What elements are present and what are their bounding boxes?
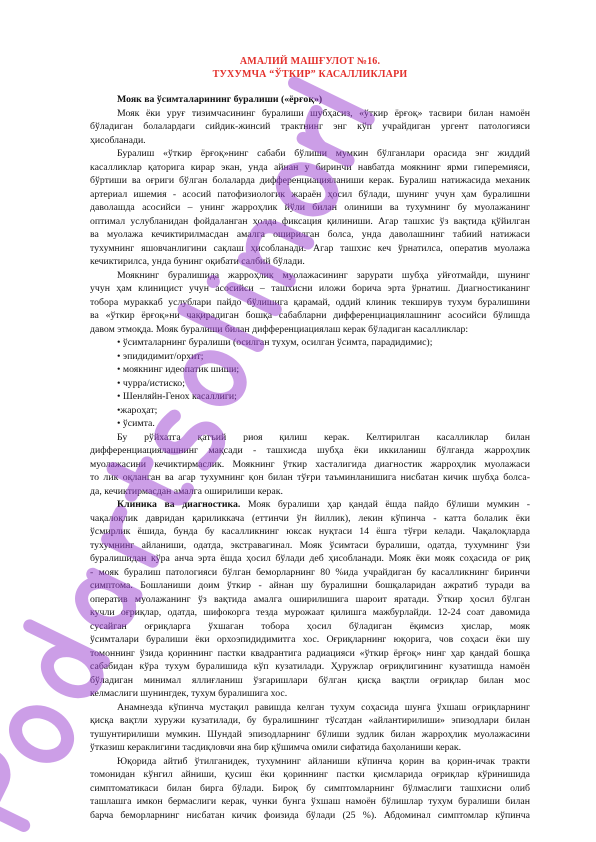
paragraph: [90, 498, 530, 701]
list-item: • Шенляйн-Генох касаллиги;: [117, 391, 237, 402]
paragraph-line: барча беморларнинг нисбатан кичик фоизида бўлади (25 %). Абдоминал симптомлар кўпинча: [90, 809, 530, 821]
paragraph-line: тухумнинг айланиши, одатда, экстравагинал. Мояк ўсимтаси буралиши, одатда, тухумнинг ўзи: [90, 539, 530, 551]
list-item: • эпидидимит/орхит;: [117, 350, 204, 362]
paragraph-line: бўртиши ва оғриги бўлган болаларда дифференциацияланиши керак. Буралиш натижасида механик: [90, 175, 530, 186]
paragraph-line: тухумнинг яшовчанлигини сақлаш ҳисобланади. Агар ташхис кеч ўрнатилса, оператив муолажа: [90, 242, 530, 254]
paragraph-line: учун ҳам клиницист учун асосийси – ташхисни иложи борича эрта ўрнатиш. Диагностиканинг: [90, 283, 530, 294]
page-title: [90, 55, 530, 81]
section-heading: Мояк ва ўсимталарининг буралиши («ёрғоқ»): [117, 94, 323, 105]
list-item: • чурра/истиско;: [117, 377, 185, 389]
paragraph-line: буралишидан кўра анча эрта ёшда ҳосил бўлади деб ҳисобланади. Мояк ёки мояк соҳасида оғ риқ: [90, 553, 530, 564]
paragraph-line: қисқа вақтли хуружи кузатилади, бу буралишнинг тўсатдан «айлантирилиши» эпизодлари билан: [90, 715, 530, 726]
paragraph: [90, 701, 530, 755]
paragraph-lead: Клиника ва диагностика.: [117, 499, 241, 510]
paragraph-line: касалликлар қаторига кирар экан, унда айнан у биринчи навбатда моякнинг ярми гиперемияси,: [90, 161, 530, 173]
paragraph-line: симптоматикаси билан бирга бўлади. Бироқ бу симптомларнинг бўлмаслиги ташхисни олиб: [90, 782, 530, 794]
paragraph-line: Бу рўйхатга қатъий риоя қилиш керак. Келтирилган касалликлар билан: [117, 431, 530, 443]
paragraph-line: симптома. Бошланиши доим ўткир - айнан шу буралишни бошқаларидан ажратиб туради ва: [90, 580, 530, 591]
paragraph-line: томонидан кўнгил айниши, қусиш ёки қориннинг пастки қисмларида оғриқлар кўринишида: [90, 769, 530, 780]
paragraph-line: Мояк ёки уруғ тизимчасининг буралиши шубҳасиз, «ўткир ёрғоқ» тасвири билан намоён: [117, 107, 530, 119]
paragraph-line: Моякнинг буралишида жарроҳлик муолажасининг зарурати шубҳа уйғотмайди, шунинг: [117, 269, 530, 281]
paragraph: [90, 269, 530, 337]
bullet-list: [90, 336, 530, 431]
title-line-2: ТУХУМЧА “ЎТКИР” КАСАЛЛИКЛАРИ: [212, 69, 408, 80]
paragraph: [90, 107, 530, 148]
paragraph-line: сабабидан кўра тухум буралишида кўп кузатилади. Ҳуружлар оғриқлигининг кузатишда намоён: [90, 661, 530, 672]
paragraph-line: томоннинг ўзида қориннинг пастки квадрантига радиацияси «ўткир ёрғоқ» нинг ҳар қандай бошқа: [90, 647, 530, 659]
paragraph-line: кечиктирилса, унда бунинг оқибати салбий бўлади.: [90, 256, 305, 267]
paragraph-line: дифференциациялашнинг мақсади - ташхисда шубҳа ёки иккиланиш бўлганда жарроҳлик: [90, 445, 530, 456]
paragraph-line: ташлашга имкон бермаслиги керак, чунки бунга ўхшаш намоён бўлишлар тухум буралиши билан: [90, 796, 530, 807]
paragraph-line: Буралиш «ўткир ёрғоқ»нинг сабаби бўлиши мумкин бўлганлари орасида энг жиддий: [117, 148, 530, 159]
paragraph: [90, 431, 530, 499]
paragraph-line: бўладиган болалардаги сийдик-жинсий трактнинг энг кўп учрайдиган ургент патологияси: [90, 121, 530, 132]
paragraph-line: оператив муолажанинг ўз вақтида амалга оширилишига шароит яратади. Ўткир ҳосил бўлган: [90, 593, 530, 605]
paragraph-line: то лик оқланган ва агар тухумнинг қон билан тўғри таъминланишига нисбатан кичик шубҳа болса-: [90, 472, 530, 483]
paragraph-line: даволашда асосийси – унинг жарроҳлик йўли билан олиниши ва тухумнинг бу муолажанинг: [90, 202, 530, 213]
paragraph-line-text: Мояк буралиши ҳар қандай ёшда пайдо бўлиши мумкин -: [247, 499, 530, 510]
paragraph-line: артериал ишемия - асосий патофизиологик жараён ҳосил бўлади, шунинг учун ҳам буралишни: [90, 188, 530, 200]
paragraph-line: ва муолажа кечиктирилмасдан амалга оширилган болса, унда даволашнинг табиий натижаси: [90, 229, 530, 240]
paragraph: [90, 147, 530, 269]
paragraph-line: да, кечиктирмасдан амалга оширилиши керак.: [90, 485, 283, 497]
paragraph-line: сусайган оғриқларга ўхшаган тобора ҳосил бўладиган ёқимсиз ҳислар, мояк: [90, 620, 530, 632]
paragraph-line: Юқорида айтиб ўтилганидек, тухумнинг айланиши кўпинча қорин ва қорин-ичак тракти: [117, 755, 530, 767]
paragraph-line: ҳисобланади.: [90, 134, 146, 146]
paragraph-line: ўтказиш кераклигини тасдиқловчи яна бир қўшимча омили сифатида баҳоланиши керак.: [90, 742, 462, 753]
paragraph-line: муолажасини кечиктирмаслик. Моякнинг ўткир хасталигида диагностик жарроҳлик муолажаси: [90, 458, 530, 470]
list-item: • ўсимта.: [117, 418, 155, 429]
list-item: •жароҳат;: [117, 404, 158, 416]
paragraph-line: тушунтирилиши мумкин. Шундай эпизодларнинг бўлиши зудлик билан жарроҳлик муолажасини: [90, 728, 530, 740]
paragraph-line: тобора мураккаб услублари пайдо бўлишига қарамай, оддий клиник текширув тухум буралишини: [90, 296, 530, 308]
paragraph-line: ўсмирлик ёшида, бунда бу касалликнинг юксак нуқтаси 14 ёшга тўғри келади. Чақалоқларда: [90, 526, 530, 537]
paragraph-line: оптимал услубланидан фойдаланган ҳолда фиксация қилиниши. Агар ташхис ўз вақтида қўйилган: [90, 215, 530, 227]
paragraph-line: чақалоқлик давридан қариликкача (еттинчи ўн йиллик), лекин кўпинча - катта болалик ёки: [90, 512, 530, 524]
paragraph-line: бўладиган минимал яллиғланиш ўзгаришлари бўлган қисқа вақтли оғриқлар билан мос: [90, 674, 530, 686]
paragraph-line: - мояк буралиш патологияси бўлган беморларнинг 80 %ида учрайдиган бу касалликнинг биринчи: [90, 566, 530, 578]
paragraph-line: ва «ўткир ёрғоқ»ни чақирадиган бошқа сабабларни дифференциациялашнинг асосийси бўлишда: [90, 310, 530, 321]
paragraph-line: Анамнезда кўпинча мустақил равишда келган тухум соҳасида шунга ўхшаш оғриқларнинг: [117, 701, 530, 713]
paragraph-line: [90, 498, 530, 512]
paragraph-line: келмаслиги шунингдек, тухум буралишига хос.: [90, 688, 288, 699]
list-item: • ўсимталарнинг буралиши (осилган тухум, осилган ўсимта, парадидимис);: [117, 337, 433, 348]
paragraph-line: давом этмоқда. Мояк буралиши билан дифференциациялаш керак бўладиган касалликлар:: [90, 323, 469, 335]
list-item: • моякнинг идеопатик шиши;: [117, 364, 240, 375]
paragraph: [90, 755, 530, 823]
title-line-1: АМАЛИЙ МАШҒУЛОТ №16.: [239, 56, 381, 67]
paragraph-line: ўсимталари буралиши ёки орхоэпидидимитга хос. Оғриқларнинг юқорига, чов соҳаси ёки шу: [90, 634, 530, 645]
document-body: [90, 93, 530, 822]
paragraph-line: кучли оғриқлар, одатда, шифокорга тезда мурожаат қилишга мажбурлайди. 12-24 соат давомида: [90, 607, 530, 618]
